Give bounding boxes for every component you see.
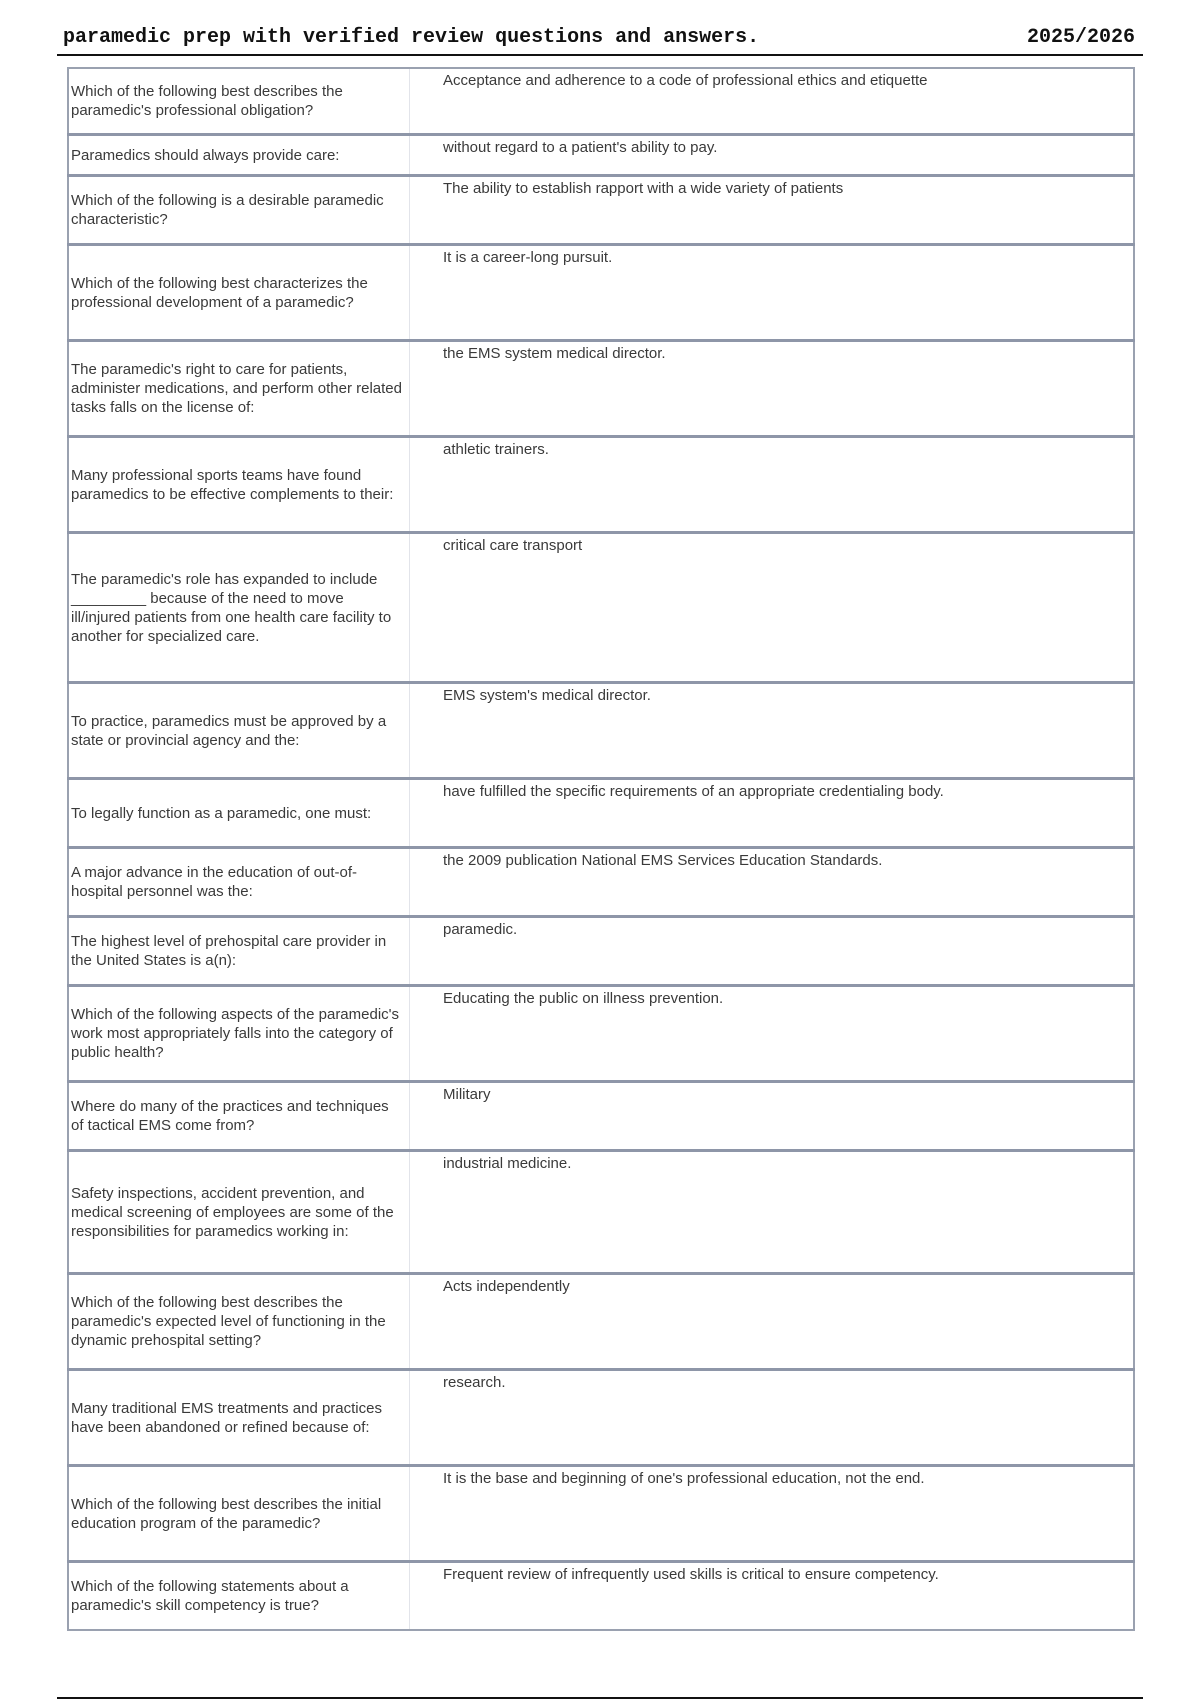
answer-cell <box>410 437 1135 533</box>
answer-text: have fulfilled the specific requirements of an appropriate credentialing body. <box>443 783 944 800</box>
answer-text: Acceptance and adherence to a code of professional ethics and etiquette <box>443 72 928 89</box>
page-header <box>57 24 1143 56</box>
answer-text: Military <box>443 1086 491 1103</box>
table-row <box>68 917 1134 986</box>
answer-text: the 2009 publication National EMS Services Education Standards. <box>443 852 883 869</box>
question-cell <box>68 437 410 533</box>
question-cell <box>68 68 410 135</box>
answer-cell <box>410 1562 1135 1631</box>
footer-rule <box>57 1697 1143 1699</box>
question-text: Safety inspections, accident prevention, and medical screening of employees are some of the responsibilities for paramedics working in: <box>71 1184 394 1240</box>
table-row <box>68 135 1134 176</box>
question-text: Which of the following is a desirable paramedic characteristic? <box>71 192 384 228</box>
question-cell <box>68 848 410 917</box>
answer-text: Educating the public on illness prevention. <box>443 990 724 1007</box>
table-row <box>68 176 1134 245</box>
table-row <box>68 986 1134 1082</box>
table-row <box>68 1082 1134 1151</box>
table-row <box>68 1562 1134 1631</box>
question-cell <box>68 533 410 683</box>
question-text: Which of the following best characterizes the professional development of a paramedic? <box>71 274 368 311</box>
question-text: Which of the following best describes the paramedic's expected level of functioning in the dynamic prehospital setting? <box>71 1294 386 1349</box>
question-text: The paramedic's right to care for patients, administer medications, and perform other related tasks falls on the license of: <box>71 361 402 416</box>
table-row <box>68 1274 1134 1370</box>
table-row <box>68 1466 1134 1562</box>
table-row <box>68 1151 1134 1274</box>
answer-cell <box>410 986 1135 1082</box>
answer-cell <box>410 1466 1135 1562</box>
answer-text: without regard to a patient's ability to pay. <box>443 139 718 156</box>
question-cell <box>68 917 410 986</box>
question-text: The highest level of prehospital care provider in the United States is a(n): <box>71 933 387 969</box>
table-row <box>68 848 1134 917</box>
question-cell <box>68 176 410 245</box>
document-year: 2025/2026 <box>1026 26 1135 49</box>
question-text: To practice, paramedics must be approved by a state or provincial agency and the: <box>71 712 387 749</box>
question-text: Many professional sports teams have found paramedics to be effective complements to their: <box>71 466 394 503</box>
question-text: Which of the following aspects of the paramedic's work most appropriately falls into the category of public health? <box>71 1006 400 1061</box>
question-text: Which of the following best describes the paramedic's professional obligation? <box>71 83 343 119</box>
question-text: Which of the following statements about a paramedic's skill competency is true? <box>71 1578 349 1614</box>
question-cell <box>68 245 410 341</box>
question-text: A major advance in the education of out-of-hospital personnel was the: <box>71 864 358 900</box>
answer-text: It is the base and beginning of one's professional education, not the end. <box>443 1470 925 1487</box>
answer-text: the EMS system medical director. <box>443 345 666 362</box>
answer-cell <box>410 135 1135 176</box>
table-row <box>68 437 1134 533</box>
document-title: paramedic prep with verified review questions and answers. <box>63 26 760 49</box>
question-cell <box>68 1370 410 1466</box>
answer-cell <box>410 245 1135 341</box>
answer-cell <box>410 1082 1135 1151</box>
question-text: The paramedic's role has expanded to include _________ because of the need to move ill/injured patients from one health care facility to another for specialized care. <box>71 570 392 645</box>
answer-cell <box>410 341 1135 437</box>
answer-text: Acts independently <box>443 1278 570 1295</box>
answer-cell <box>410 779 1135 848</box>
answer-text: It is a career-long pursuit. <box>443 249 613 266</box>
answer-text: athletic trainers. <box>443 441 549 458</box>
question-cell <box>68 1151 410 1274</box>
question-cell <box>68 135 410 176</box>
answer-cell <box>410 848 1135 917</box>
question-text: Which of the following best describes the initial education program of the paramedic? <box>71 1495 382 1532</box>
answer-cell <box>410 917 1135 986</box>
question-text: Many traditional EMS treatments and practices have been abandoned or refined because of: <box>71 1399 382 1436</box>
answer-text: The ability to establish rapport with a wide variety of patients <box>443 180 844 197</box>
table-row <box>68 341 1134 437</box>
question-cell <box>68 683 410 779</box>
table-row <box>68 1370 1134 1466</box>
qa-table <box>67 67 1135 1631</box>
answer-text: research. <box>443 1374 506 1391</box>
question-cell <box>68 1274 410 1370</box>
answer-cell <box>410 1151 1135 1274</box>
answer-text: industrial medicine. <box>443 1155 572 1172</box>
answer-text: paramedic. <box>443 921 518 938</box>
table-row <box>68 533 1134 683</box>
answer-cell <box>410 683 1135 779</box>
answer-cell <box>410 1370 1135 1466</box>
table-row <box>68 683 1134 779</box>
question-cell <box>68 341 410 437</box>
answer-cell <box>410 176 1135 245</box>
question-text: To legally function as a paramedic, one must: <box>71 804 372 822</box>
table-row <box>68 245 1134 341</box>
answer-cell <box>410 68 1135 135</box>
answer-text: critical care transport <box>443 537 583 554</box>
table-row <box>68 68 1134 135</box>
answer-text: EMS system's medical director. <box>443 687 651 704</box>
question-cell <box>68 779 410 848</box>
answer-cell <box>410 533 1135 683</box>
question-cell <box>68 1082 410 1151</box>
question-text: Paramedics should always provide care: <box>71 146 340 164</box>
question-cell <box>68 1562 410 1631</box>
table-row <box>68 779 1134 848</box>
question-cell <box>68 1466 410 1562</box>
answer-cell <box>410 1274 1135 1370</box>
question-text: Where do many of the practices and techniques of tactical EMS come from? <box>71 1098 389 1134</box>
question-cell <box>68 986 410 1082</box>
answer-text: Frequent review of infrequently used skills is critical to ensure competency. <box>443 1566 939 1583</box>
